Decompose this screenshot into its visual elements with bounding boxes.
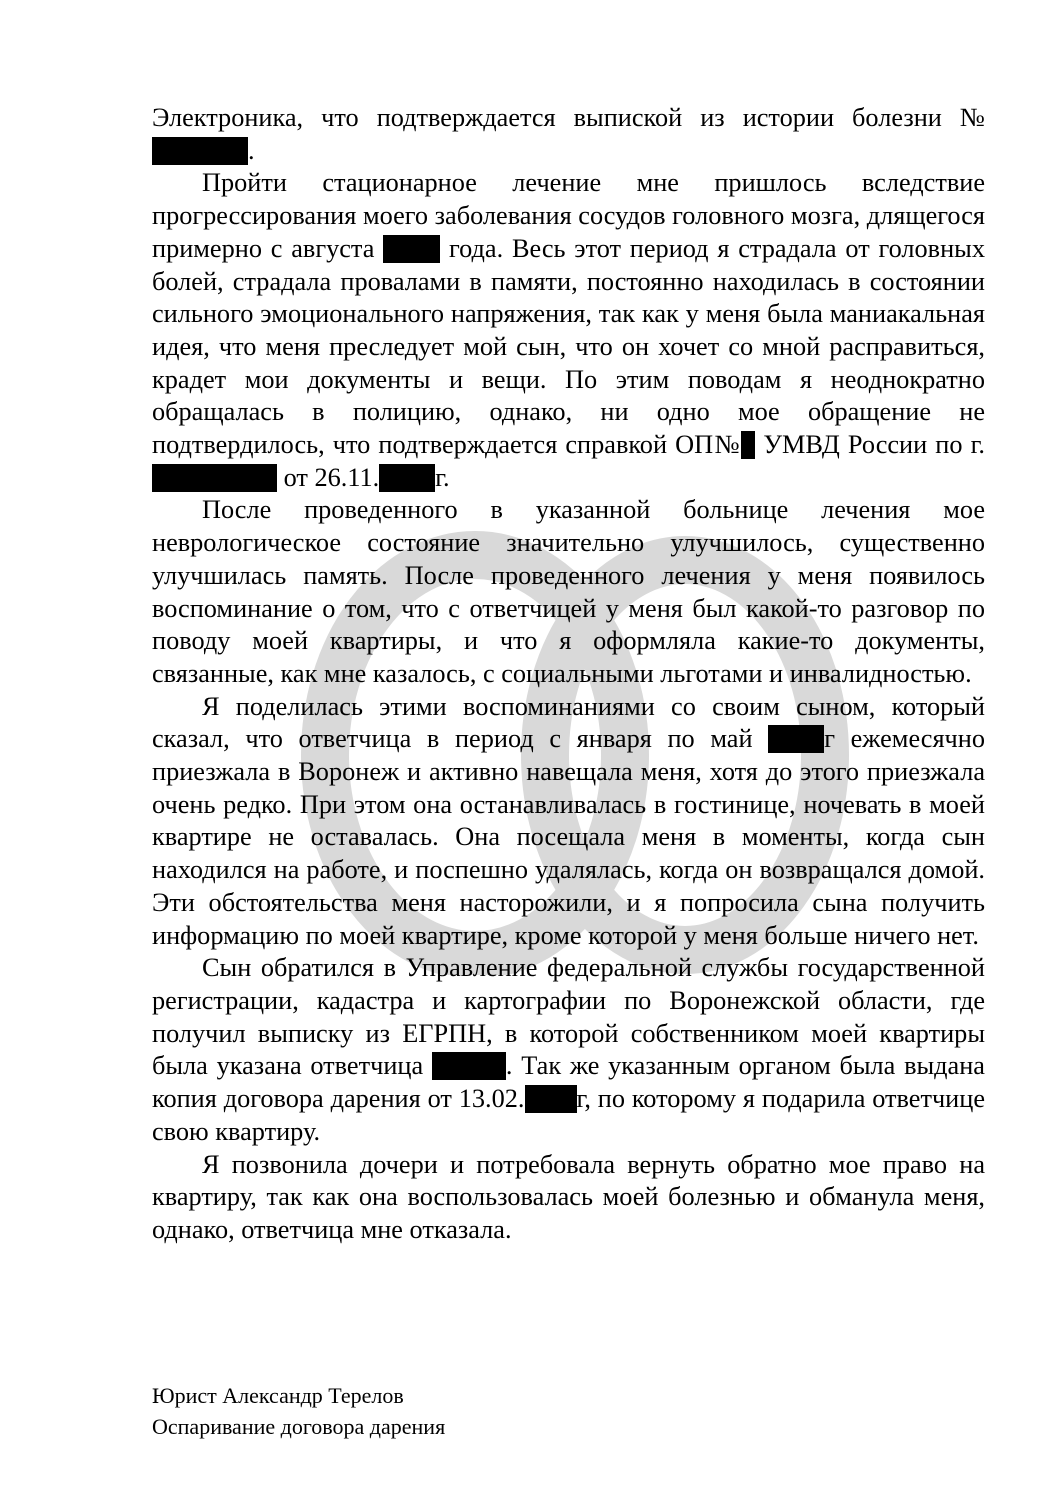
- document-footer: [152, 1380, 445, 1442]
- paragraph-6: Я позвонила дочери и потребовала вернуть обратно мое право на квартиру, так как она воспользовалась моей болезнью и обманула меня, однако, ответчица мне отказала.: [152, 1149, 985, 1244]
- paragraph-2-text-c: УМВД России по г.: [755, 430, 985, 460]
- document-body: [152, 102, 985, 1247]
- paragraph-2-text-a: Пройти стационарное лечение мне пришлось вследствие прогрессирования моего заболевания сосудов головного мозга, длящегося примерно с августа: [152, 168, 985, 263]
- redaction-box: [741, 431, 755, 459]
- paragraph-2-text-e: г.: [435, 462, 450, 492]
- paragraph-5-text-a: Сын обратился в Управление федеральной службы государственной регистрации, кадастра и картографии по Воронежской области, где получил выписку из ЕГРПН, в которой собственником моей квартиры была указана ответчица: [152, 953, 985, 1081]
- footer-author: Юрист Александр Терелов: [152, 1383, 404, 1408]
- redaction-box: [379, 464, 435, 492]
- paragraph-4: [152, 691, 985, 953]
- redaction-box: [525, 1085, 577, 1113]
- redaction-box: [432, 1052, 506, 1080]
- paragraph-4-text-b: г ежемесячно приезжала в Воронеж и активно навещала меня, хотя до этого приезжала очень редко. При этом она останавливалась в гостинице, ночевать в моей квартире не оставалась. Она посещала меня в моменты, когда сын находился на работе, и поспешно удалялась, когда он возвращался домой. Эти обстоятельства меня насторожили, и я попросила сына получить информацию по моей квартире, кроме которой у меня больше ничего нет.: [152, 724, 985, 950]
- paragraph-2-text-d: от 26.11.: [277, 462, 380, 492]
- paragraph-5-text-b: . Так же указанным органом была выдана копия договора дарения от 13.02.: [152, 1051, 985, 1114]
- redaction-box: [768, 725, 824, 753]
- redaction-box: [383, 235, 440, 263]
- paragraph-1-text-a: Электроника, что подтверждается выпиской из истории болезни №: [152, 103, 985, 132]
- paragraph-1: [152, 102, 985, 167]
- paragraph-5: [152, 952, 985, 1148]
- paragraph-4-text-a: Я поделилась этими воспоминаниями со своим сыном, который сказал, что ответчица в период с января по май: [152, 691, 985, 754]
- paragraph-3: После проведенного в указанной больнице лечения мое неврологическое состояние значительно улучшилось, существенно улучшилась память. После проведенного лечения у меня появилось воспоминание о том, что с ответчицей у меня был какой-то разговор по поводу моей квартиры, и что я оформляла какие-то документы, связанные, как мне казалось, с социальными льготами и инвалидностью.: [152, 495, 985, 688]
- footer-topic: Оспаривание договора дарения: [152, 1414, 446, 1439]
- redaction-box: [152, 137, 248, 165]
- paragraph-2-text-b: года. Весь этот период я страдала от головных болей, страдала провалами в памяти, постоянно находилась в состоянии сильного эмоционального напряжения, так как у меня была маниакальная идея, что меня преследует мой сын, что он хочет со мной расправиться, крадет мои документы и вещи. По этим поводам я неоднократно обращалась в полицию, однако, ни одно мое обращение не подтвердилось, что подтверждается справкой ОП№: [152, 233, 985, 460]
- paragraph-1-text-b: .: [248, 135, 255, 165]
- redaction-box: [152, 464, 277, 492]
- paragraph-5-text-c: г, по которому я подарила ответчице свою квартиру.: [152, 1084, 985, 1146]
- paragraph-2: [152, 167, 985, 494]
